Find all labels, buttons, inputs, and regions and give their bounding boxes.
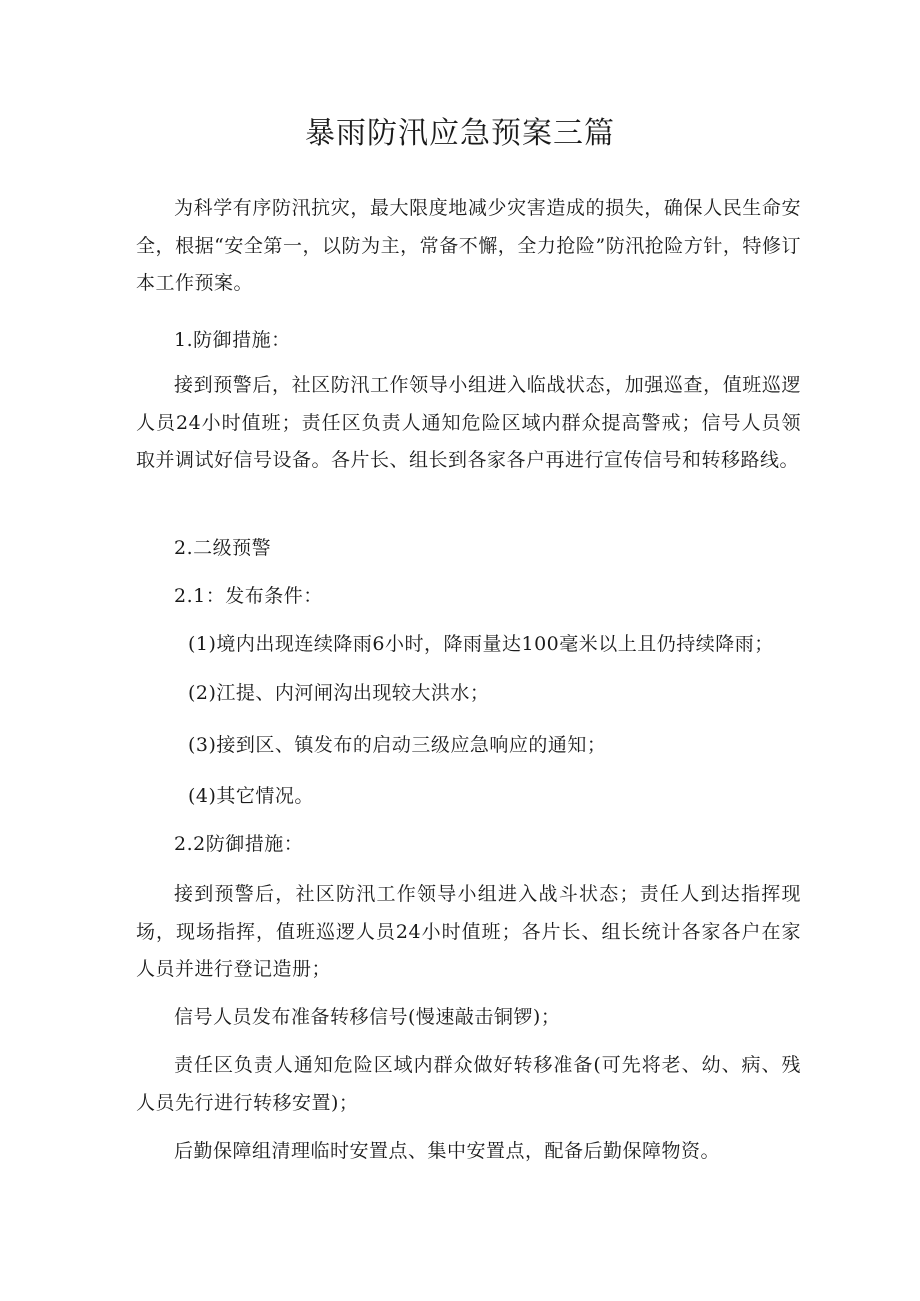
page-title: 暴雨防汛应急预案三篇 — [305, 116, 615, 151]
section-heading-2: 2.二级预警 — [174, 537, 272, 559]
defense-measures-paragraph: 接到预警后，社区防汛工作领导小组进入临战状态，加强巡查，值班巡逻人员24小时值班；责任区负责人通知危险区域内群众提高警戒；信号人员领取并调试好信号设备。各片长、组长到各家各户再进行宣传信号和转移路线。 — [136, 374, 801, 471]
condition-item-2: (2)江提、内河闸沟出现较大洪水； — [188, 682, 490, 704]
condition-item-1: (1)境内出现连续降雨6小时，降雨量达100毫米以上且仍持续降雨； — [188, 633, 774, 655]
condition-item-4: (4)其它情况。 — [188, 785, 314, 807]
subsection-heading-2-2: 2.2防御措施： — [174, 833, 304, 855]
battle-state-paragraph: 接到预警后，社区防汛工作领导小组进入战斗状态；责任人到达指挥现场，现场指挥，值班巡逻人员24小时值班；各片长、组长统计各家各户在家人员并进行登记造册； — [136, 883, 801, 980]
logistics-paragraph: 后勤保障组清理临时安置点、集中安置点，配备后勤保障物资。 — [174, 1140, 721, 1162]
condition-item-3: (3)接到区、镇发布的启动三级应急响应的通知； — [188, 734, 607, 756]
subsection-heading-2-1: 2.1：发布条件： — [174, 585, 323, 607]
evacuation-paragraph: 责任区负责人通知危险区域内群众做好转移准备(可先将老、幼、病、残人员先行进行转移安置)； — [136, 1054, 801, 1114]
signal-paragraph: 信号人员发布准备转移信号(慢速敲击铜锣)； — [174, 1006, 561, 1028]
intro-paragraph: 为科学有序防汛抗灾，最大限度地减少灾害造成的损失，确保人民生命安全，根据“安全第一，以防为主，常备不懈，全力抢险”防汛抢险方针，特修订本工作预案。 — [136, 197, 801, 294]
section-heading-1: 1.防御措施： — [174, 329, 291, 351]
